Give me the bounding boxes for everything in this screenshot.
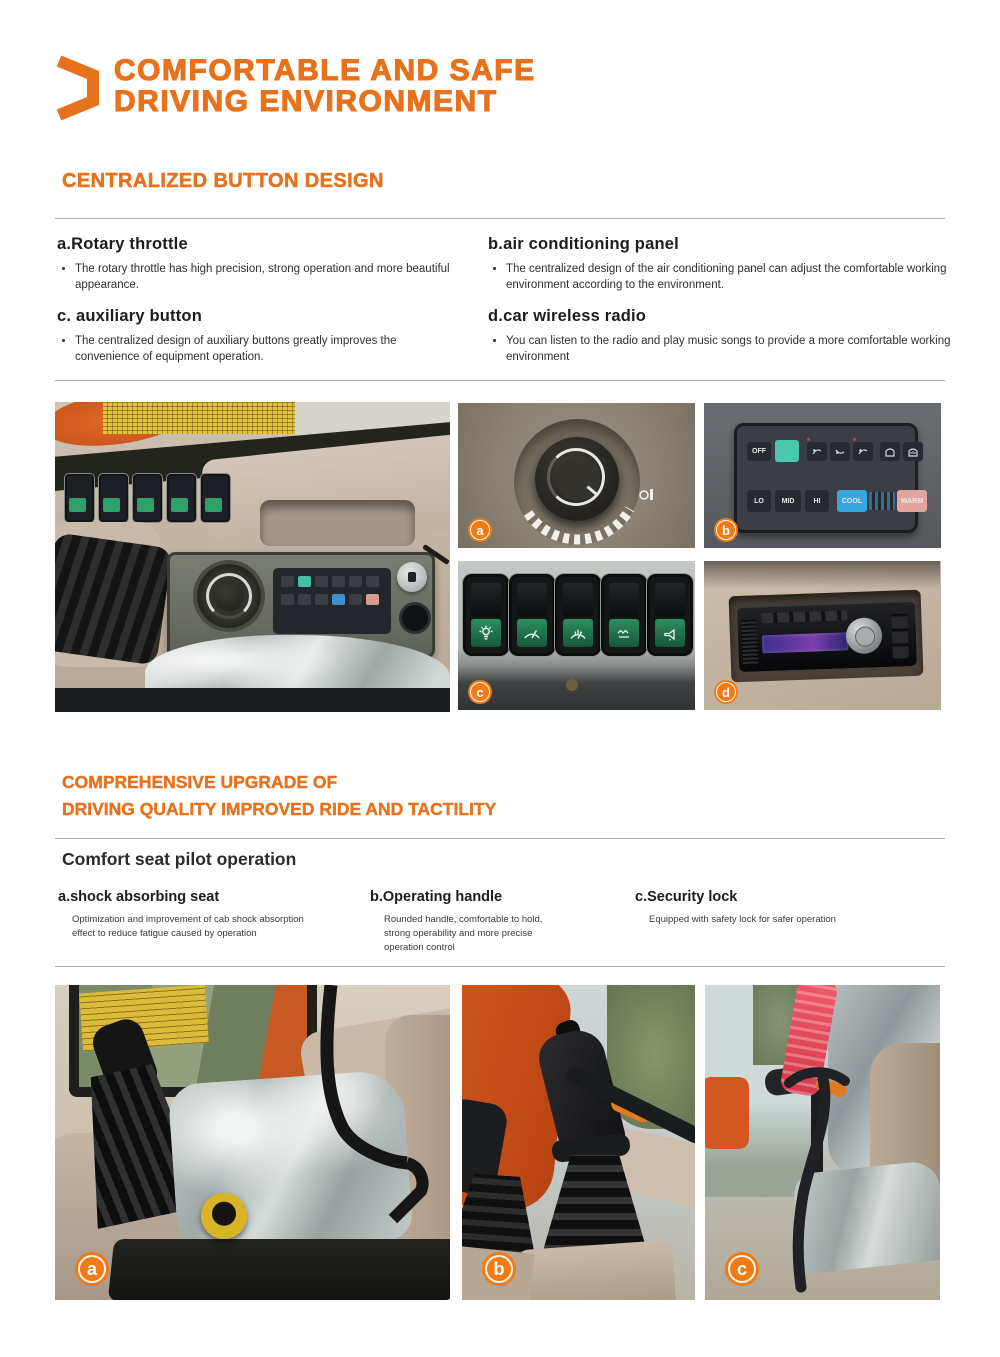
dial-knob (214, 581, 244, 611)
ac-control-panel (734, 423, 924, 533)
horn-switch (650, 577, 690, 653)
photo-ac-panel (704, 403, 941, 548)
section2-heading-line1: COMPREHENSIVE UPGRADE OF (62, 772, 338, 792)
vent-feet-button (830, 442, 850, 461)
radio-head-unit (737, 600, 917, 672)
feature-security-lock (635, 889, 935, 927)
page-title (114, 55, 536, 117)
warning-sticker (103, 402, 308, 434)
photo-label-b: b (482, 1252, 516, 1286)
feature-desc: • The centralized design of auxiliary buttons greatly improves the convenience of equipment operation. (75, 333, 457, 365)
feature-wireless-radio (488, 307, 978, 365)
feature-rotary-throttle (57, 235, 457, 293)
seat-base (55, 688, 450, 712)
feature-ac-panel (488, 235, 966, 293)
page-title-line2: DRIVING ENVIRONMENT (114, 85, 498, 118)
wiper-switch (512, 577, 552, 653)
joystick-boot (55, 532, 173, 665)
feature-title: b.Operating handle (370, 889, 503, 905)
photo-cab-console (55, 402, 450, 712)
armrest-frame-tube (55, 985, 450, 1300)
photo-label-c: c (468, 680, 492, 704)
photo-shock-absorbing-seat (55, 985, 450, 1300)
rocker-switch (99, 474, 128, 522)
feature-shock-absorbing-seat (58, 889, 308, 941)
rocker-switch (133, 474, 162, 522)
defrost-rear-button (903, 442, 923, 461)
feature-desc: Equipped with safety lock for safer operation (649, 914, 836, 925)
feature-title: a.shock absorbing seat (58, 889, 220, 905)
speaker-grille (741, 619, 758, 663)
photo-auxiliary-switches (458, 561, 695, 710)
fan-hi-button: HI (805, 490, 829, 512)
section-divider (55, 218, 945, 219)
feature-desc: • The rotary throttle has high precision, strong operation and more beautiful appearance. (75, 261, 457, 293)
led-indicator (807, 438, 810, 441)
radio-display (762, 632, 849, 653)
vent-mix-button (853, 442, 873, 461)
temp-level-bars (869, 492, 895, 510)
shadow (704, 561, 940, 589)
light-switch (466, 577, 506, 653)
defrost-front-button (880, 442, 900, 461)
photo-label-a: a (468, 518, 492, 542)
rocker-switch (65, 474, 94, 522)
washer-switch (558, 577, 598, 653)
photo-label-d: d (714, 680, 738, 704)
photo-operating-handle (462, 985, 695, 1300)
ignition-switch (397, 562, 427, 592)
feature-desc: • You can listen to the radio and play music songs to provide a more comfortable working environment (506, 333, 978, 365)
mounting-bolt (566, 679, 578, 691)
led-indicator (853, 438, 856, 441)
section1-heading: CENTRALIZED BUTTON DESIGN (62, 170, 384, 192)
fan-lo-button: LO (747, 490, 771, 512)
feature-auxiliary-button (57, 307, 457, 365)
photo-rotary-throttle (458, 403, 695, 548)
feature-title: b.air conditioning panel (488, 235, 679, 253)
rocker-switch (167, 474, 196, 522)
brand-chevron-icon (55, 54, 105, 122)
feature-desc: Rounded handle, comfortable to hold, strong operability and more precise operation control (384, 914, 543, 953)
ac-off-button: OFF (747, 442, 771, 461)
wiper-speed-switch (604, 577, 644, 653)
photo-car-radio (704, 561, 941, 710)
feature-desc: Optimization and improvement of cab shock absorption effect to reduce fatigue caused by operation (72, 914, 304, 939)
feature-title: d.car wireless radio (488, 307, 647, 325)
volume-knob (845, 617, 882, 654)
fan-mid-button: MID (775, 490, 801, 512)
dial-tick-arc (458, 403, 695, 548)
feature-desc: • The centralized design of the air conditioning panel can adjust the comfortable working environment according to the environment. (506, 261, 966, 293)
vent-face-button (807, 442, 827, 461)
section-divider (55, 380, 945, 381)
section-divider (55, 966, 945, 967)
photo-security-lock (705, 985, 940, 1300)
section2-subheading: Comfort seat pilot operation (62, 849, 297, 869)
section-divider (55, 838, 945, 839)
section2-heading-line2: DRIVING QUALITY IMPROVED RIDE AND TACTILITY (62, 799, 497, 819)
feature-title: c.Security lock (635, 889, 738, 905)
feature-operating-handle (370, 889, 570, 955)
page-title-line1: COMFORTABLE AND SAFE (114, 54, 536, 87)
storage-tray (260, 500, 415, 546)
ac-power-button (775, 440, 799, 462)
warm-button: WARM (897, 490, 927, 512)
photo-label-b: b (714, 518, 738, 542)
preset-buttons (761, 610, 847, 623)
rocker-switch (201, 474, 230, 522)
hour-meter (399, 602, 431, 634)
ac-button-cluster (273, 568, 391, 634)
photo-label-c: c (725, 1252, 759, 1286)
photo-label-a: a (75, 1252, 109, 1286)
side-buttons (891, 612, 909, 659)
feature-title: c. auxiliary button (57, 307, 202, 325)
cool-button: COOL (837, 490, 867, 512)
feature-title: a.Rotary throttle (57, 235, 188, 253)
